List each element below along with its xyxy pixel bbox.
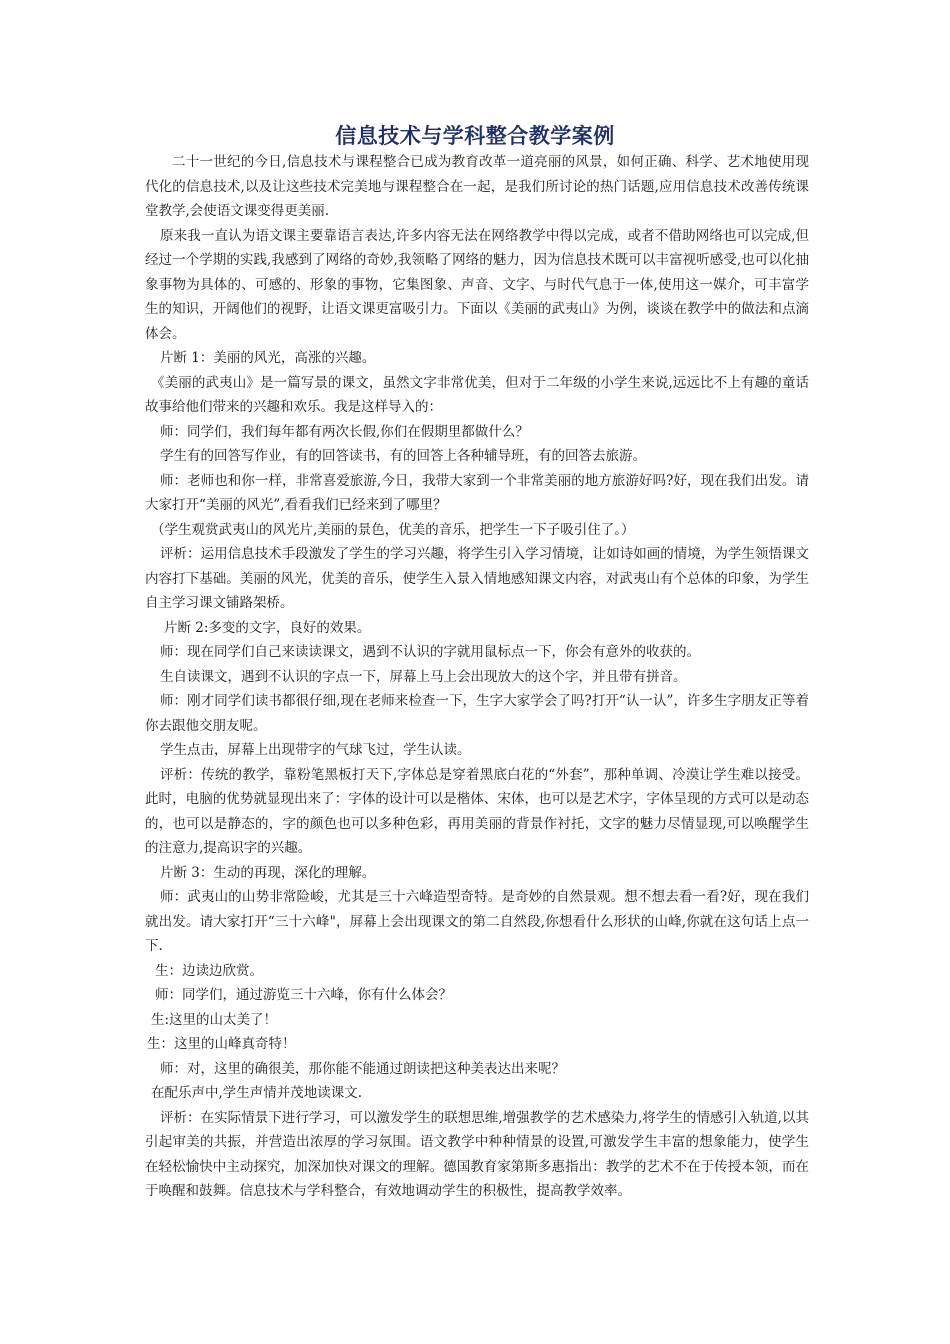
document-title: 信息技术与学科整合教学案例 bbox=[335, 124, 615, 148]
section-heading-3: 片断 3：生动的再现，深化的理解。 bbox=[160, 864, 376, 881]
paragraph: 《美丽的武夷山》是一篇写景的课文，虽然文字非常优美，但对于二年级的小学生来说,远远比不上有趣的童话故事给他们带来的兴趣和欢乐。我是这样导入的： bbox=[145, 374, 809, 415]
dialogue-line: 生：这里的山峰真奇特！ bbox=[147, 1036, 296, 1052]
commentary-paragraph: 评析：传统的教学，靠粉笔黑板打天下,字体总是穿着黑底白花的“外套”，那种单调、冷漠让学生难以接受。此时，电脑的优势就显现出来了：字体的设计可以是楷体、宋体，也可以是艺术字，字体呈现的方式可以是动态的，也可以是静态的，字的颜色也可以多种色彩，再用美丽的背景作衬托，文字的魅力尽情显现,可以唤醒学生的注意力,提高识字的兴趣。 bbox=[145, 766, 809, 856]
paragraph-background: 原来我一直认为语文课主要靠语言表达,许多内容无法在网络教学中得以完成，或者不借助网络也可以完成,但经过一个学期的实践,我感到了网络的奇妙,我领略了网络的魅力，因为信息技术既可以丰富视听感受,也可以化抽象事物为具体的、可感的、形象的事物，它集图象、声音、文字、与时代气息于一体,使用这一媒介，可丰富学生的知识，开阔他们的视野，让语文课更富吸引力。下面以《美丽的武夷山》为例，谈谈在教学中的做法和点滴体会。 bbox=[145, 227, 809, 342]
dialogue-line: 师：对，这里的确很美，那你能不能通过朗读把这种美表达出来呢？ bbox=[160, 1060, 565, 1077]
paragraph-intro: 二十一世纪的今日,信息技术与课程整合已成为教育改革一道亮丽的风景，如何正确、科学、艺术地使用现代化的信息技术,以及让这些技术完美地与课程整合在一起，是我们所讨论的热门话题,应用信息技术改善传统课堂教学,会使语文课变得更美丽. bbox=[145, 154, 809, 219]
dialogue-line: 师：武夷山的山势非常险峻，尤其是三十六峰造型奇特。是奇妙的自然景观。想不想去看一看?好，现在我们就出发。请大家打开“三十六峰"，屏幕上会出现课文的第二自然段,你想看什么形状的山峰,你就在这句话上点一下. bbox=[145, 889, 809, 954]
dialogue-line: 生自读课文，遇到不认识的字点一下，屏幕上马上会出现放大的这个字，并且带有拼音。 bbox=[160, 668, 687, 685]
dialogue-line: 生:这里的山太美了！ bbox=[151, 1011, 278, 1028]
dialogue-line: 师：同学们，我们每年都有两次长假,你们在假期里都做什么？ bbox=[160, 423, 529, 440]
section-heading-1: 片断 1：美丽的风光，高涨的兴趣。 bbox=[160, 350, 376, 366]
dialogue-line: 师：刚才同学们读书都很仔细,现在老师来检查一下，生字大家学会了吗?打开“认一认”，许多生字朋友正等着你去跟他交朋友呢。 bbox=[145, 693, 809, 734]
dialogue-line: 师：老师也和你一样，非常喜爱旅游,今日，我带大家到一个非常美丽的地方旅游好吗?好，现在我们出发。请大家打开“美丽的风光”,看看我们已经来到了哪里？ bbox=[145, 472, 809, 513]
commentary-paragraph: 评析：运用信息技术手段激发了学生的学习兴趣，将学生引入学习情境，让如诗如画的情境，为学生领悟课文内容打下基础。美丽的风光，优美的音乐，使学生入景入情地感知课文内容，对武夷山有个总体的印象，为学生自主学习课文铺路架桥。 bbox=[145, 546, 809, 611]
dialogue-line: 师：现在同学们自己来读读课文，遇到不认识的字就用鼠标点一下，你会有意外的收获的。 bbox=[160, 644, 700, 660]
dialogue-line: 在配乐声中,学生声情并茂地读课文. bbox=[151, 1085, 363, 1101]
dialogue-line: 学生点击，屏幕上出现带字的气球飞过，学生认读。 bbox=[160, 742, 471, 758]
dialogue-line: 生：边读边欣赏。 bbox=[155, 962, 263, 979]
dialogue-line: 学生有的回答写作业，有的回答读书，有的回答上各种辅导班，有的回答去旅游。 bbox=[160, 448, 646, 464]
commentary-paragraph: 评析：在实际情景下进行学习，可以激发学生的联想思维,增强教学的艺术感染力,将学生的情感引入轨道,以其引起审美的共振，并营造出浓厚的学习氛围。语文教学中种种情景的设置,可激发学生丰富的想象能力，使学生在轻松愉快中主动探究，加深加快对课文的理解。德国教育家第斯多惠指出：教学的艺术不在于传授本领，而在于唤醒和鼓舞。信息技术与学科整合，有效地调动学生的积极性，提高教学效率。 bbox=[145, 1109, 809, 1199]
paragraph: （学生观赏武夷山的风光片,美丽的景色，优美的音乐，把学生一下子吸引住了。） bbox=[151, 521, 635, 538]
document-body bbox=[145, 150, 809, 1204]
dialogue-line: 师：同学们，通过游览三十六峰，你有什么体会？ bbox=[155, 987, 452, 1003]
section-heading-2: 片断 2:多变的文字，良好的效果。 bbox=[164, 619, 371, 636]
